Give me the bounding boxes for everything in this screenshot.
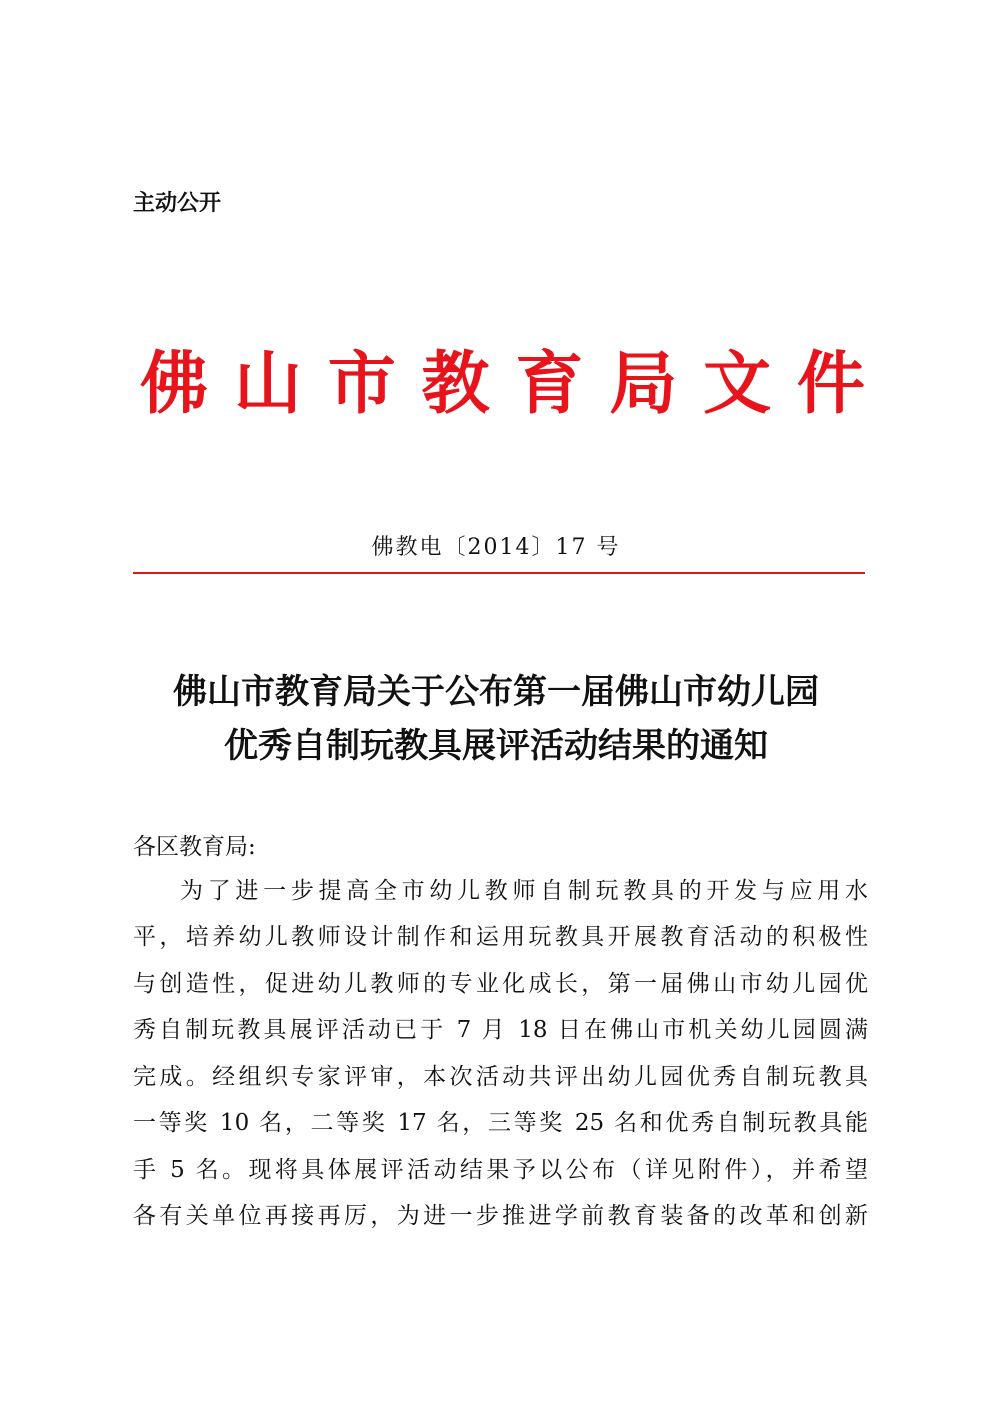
disclosure-label: 主动公开 [133,191,222,216]
masthead-char: 文 [703,344,772,424]
body-line: 各有关单位再接再厉，为进一步推进学前教育装备的改革和创新 [133,1203,868,1229]
body-line: 平，培养幼儿教师设计制作和运用玩教具开展教育活动的积极性 [133,924,868,950]
body-line: 为了进一步提高全市幼儿教师自制玩教具的开发与应用水 [180,878,868,904]
masthead-char: 件 [796,344,865,424]
salutation: 各区教育局: [133,834,256,860]
document-title-line-1: 佛山市教育局关于公布第一届佛山市幼儿园 [173,672,819,712]
body-line: 与创造性，促进幼儿教师的专业化成长，第一届佛山市幼儿园优 [133,971,868,997]
masthead-char: 山 [233,344,302,424]
body-line: 手 5 名。现将具体展评活动结果予以公布（详见附件），并希望 [133,1157,868,1183]
body-line: 秀自制玩教具展评活动已于 7 月 18 日在佛山市机关幼儿园圆满 [133,1017,868,1043]
masthead-char: 育 [515,344,584,424]
masthead-char: 佛 [140,344,209,424]
red-divider [133,572,865,574]
body-line: 完成。经组织专家评审，本次活动共评出幼儿园优秀自制玩教具 [133,1064,868,1090]
masthead-char: 市 [327,344,396,424]
document-number: 佛教电〔2014〕17 号 [371,535,621,560]
masthead-char: 教 [421,344,490,424]
body-line: 一等奖 10 名，二等奖 17 名，三等奖 25 名和优秀自制玩教具能 [133,1110,868,1136]
masthead-char: 局 [609,344,678,424]
masthead-title [140,330,865,427]
document-title-line-2: 优秀自制玩教具展评活动结果的通知 [224,726,768,766]
